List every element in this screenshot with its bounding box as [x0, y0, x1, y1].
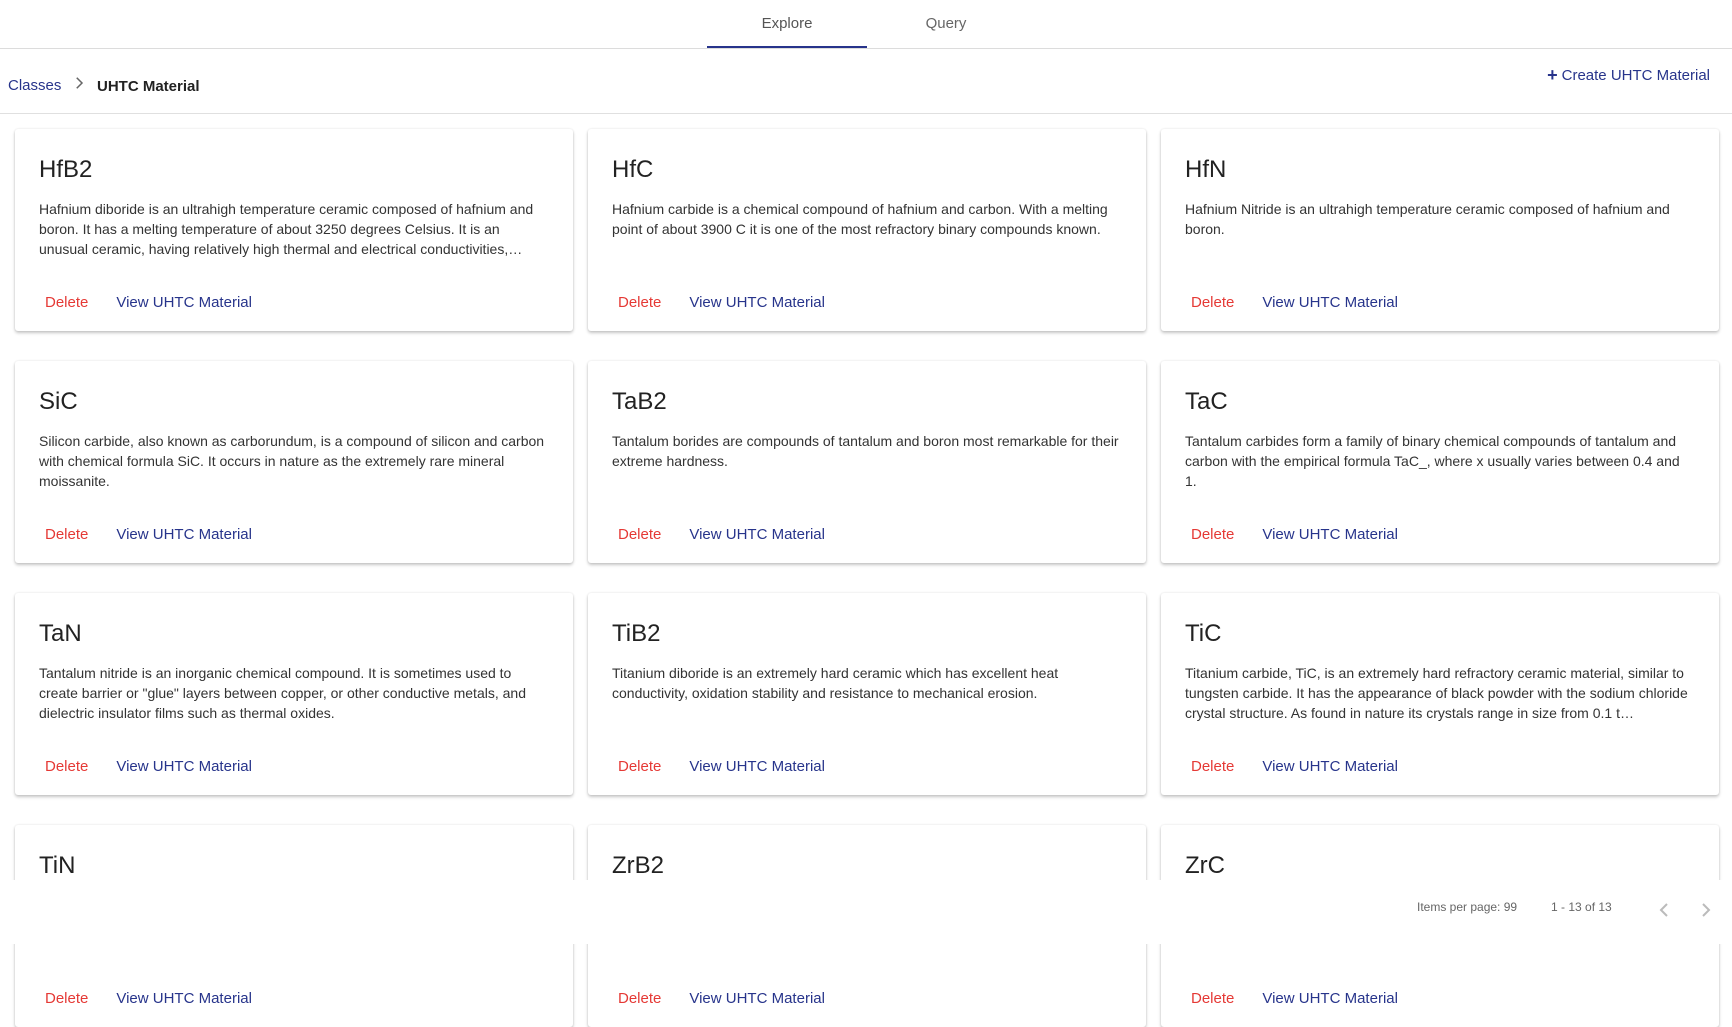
material-card	[1161, 593, 1719, 795]
material-card	[588, 361, 1146, 563]
chevron-right-icon	[70, 74, 88, 92]
card-description: Silicon carbide, also known as carborundum, is a compound of silicon and carbon with chemical formula SiC. It occurs in nature as the extremely rare mineral moissanite.	[39, 433, 545, 489]
card-title: TiN	[39, 852, 76, 879]
card-description: Hafnium Nitride is an ultrahigh temperature ceramic composed of hafnium and boron.	[1185, 201, 1670, 237]
delete-button[interactable]: Delete	[1191, 294, 1235, 311]
plus-icon: +	[1547, 65, 1558, 85]
material-card	[15, 593, 573, 795]
view-uhtc-material-button[interactable]: View UHTC Material	[116, 294, 252, 311]
top-tab-bar	[0, 0, 1732, 49]
card-title: ZrB2	[612, 852, 665, 879]
card-actions	[31, 294, 252, 311]
delete-button[interactable]: Delete	[1191, 526, 1235, 543]
view-uhtc-material-button[interactable]: View UHTC Material	[116, 758, 252, 775]
card-description: Titanium diboride is an extremely hard ceramic which has excellent heat conductivity, oxidation stability and resistance to mechanical erosion.	[612, 665, 1059, 701]
card-actions	[1177, 294, 1398, 311]
create-button-label: Create UHTC Material	[1561, 66, 1710, 84]
card-title: TaC	[1185, 388, 1228, 415]
card-title: HfC	[612, 156, 654, 183]
create-uhtc-material-button[interactable]	[1547, 66, 1710, 84]
delete-button[interactable]: Delete	[618, 758, 662, 775]
delete-button[interactable]: Delete	[1191, 990, 1235, 1007]
card-actions	[604, 990, 825, 1007]
material-card	[588, 129, 1146, 331]
card-title: TiC	[1185, 620, 1222, 647]
card-title: TaB2	[612, 388, 667, 415]
view-uhtc-material-button[interactable]: View UHTC Material	[689, 758, 825, 775]
view-uhtc-material-button[interactable]: View UHTC Material	[1262, 294, 1398, 311]
card-actions	[1177, 990, 1398, 1007]
view-uhtc-material-button[interactable]: View UHTC Material	[1262, 526, 1398, 543]
delete-button[interactable]: Delete	[45, 990, 89, 1007]
card-description: Hafnium carbide is a chemical compound of hafnium and carbon. With a melting point of about 3900 C it is one of the most refractory binary compounds known.	[612, 201, 1108, 237]
breadcrumb-bar	[0, 49, 1732, 114]
card-title: TaN	[39, 620, 82, 647]
delete-button[interactable]: Delete	[1191, 758, 1235, 775]
view-uhtc-material-button[interactable]: View UHTC Material	[689, 526, 825, 543]
breadcrumb-current: UHTC Material	[97, 78, 200, 95]
view-uhtc-material-button[interactable]: View UHTC Material	[1262, 990, 1398, 1007]
delete-button[interactable]: Delete	[45, 294, 89, 311]
view-uhtc-material-button[interactable]: View UHTC Material	[689, 990, 825, 1007]
delete-button[interactable]: Delete	[618, 294, 662, 311]
breadcrumb-classes-link[interactable]: Classes	[8, 77, 62, 94]
card-description: Tantalum borides are compounds of tantalum and boron most remarkable for their extreme hardness.	[612, 433, 1119, 469]
delete-button[interactable]: Delete	[618, 526, 662, 543]
page-range-label: 1 - 13 of 13	[1551, 900, 1612, 914]
material-card	[588, 593, 1146, 795]
delete-button[interactable]: Delete	[618, 990, 662, 1007]
tab-explore[interactable]: Explore	[707, 0, 867, 48]
card-description: Hafnium diboride is an ultrahigh temperature ceramic composed of hafnium and boron. It has a melting temperature of about 3250 degrees Celsius. It is an unusual ceramic, having relatively high thermal and electrical conductivities,…	[39, 201, 534, 257]
material-card	[1161, 129, 1719, 331]
card-title: HfN	[1185, 156, 1227, 183]
card-title: HfB2	[39, 156, 93, 183]
delete-button[interactable]: Delete	[45, 758, 89, 775]
paginator	[0, 880, 1732, 944]
view-uhtc-material-button[interactable]: View UHTC Material	[116, 526, 252, 543]
card-title: SiC	[39, 388, 78, 415]
card-actions	[604, 526, 825, 543]
chevron-left-icon[interactable]	[1652, 898, 1676, 922]
card-title: ZrC	[1185, 852, 1225, 879]
material-card	[1161, 361, 1719, 563]
card-title: TiB2	[612, 620, 661, 647]
card-description: Tantalum nitride is an inorganic chemical compound. It is sometimes used to create barrier or "glue" layers between copper, or other conductive metals, and dielectric insulator films such as thermal oxides.	[39, 665, 526, 721]
card-description: Titanium carbide, TiC, is an extremely hard refractory ceramic material, similar to tungsten carbide. It has the appearance of black powder with the sodium chloride crystal structure. As found in nature its crystals range in size from 0.1 t…	[1185, 665, 1688, 721]
card-actions	[31, 990, 252, 1007]
card-description: Tantalum carbides form a family of binary chemical compounds of tantalum and carbon with the empirical formula TaC_, where x usually varies between 0.4 and 1.	[1185, 433, 1680, 489]
card-actions	[604, 758, 825, 775]
card-actions	[604, 294, 825, 311]
card-actions	[31, 526, 252, 543]
material-card	[15, 361, 573, 563]
chevron-right-icon[interactable]	[1694, 898, 1718, 922]
material-card	[15, 129, 573, 331]
card-actions	[1177, 758, 1398, 775]
card-actions	[31, 758, 252, 775]
view-uhtc-material-button[interactable]: View UHTC Material	[116, 990, 252, 1007]
tab-query[interactable]: Query	[925, 15, 967, 32]
items-per-page-label[interactable]: Items per page: 99	[1417, 900, 1518, 914]
view-uhtc-material-button[interactable]: View UHTC Material	[689, 294, 825, 311]
delete-button[interactable]: Delete	[45, 526, 89, 543]
view-uhtc-material-button[interactable]: View UHTC Material	[1262, 758, 1398, 775]
card-actions	[1177, 526, 1398, 543]
